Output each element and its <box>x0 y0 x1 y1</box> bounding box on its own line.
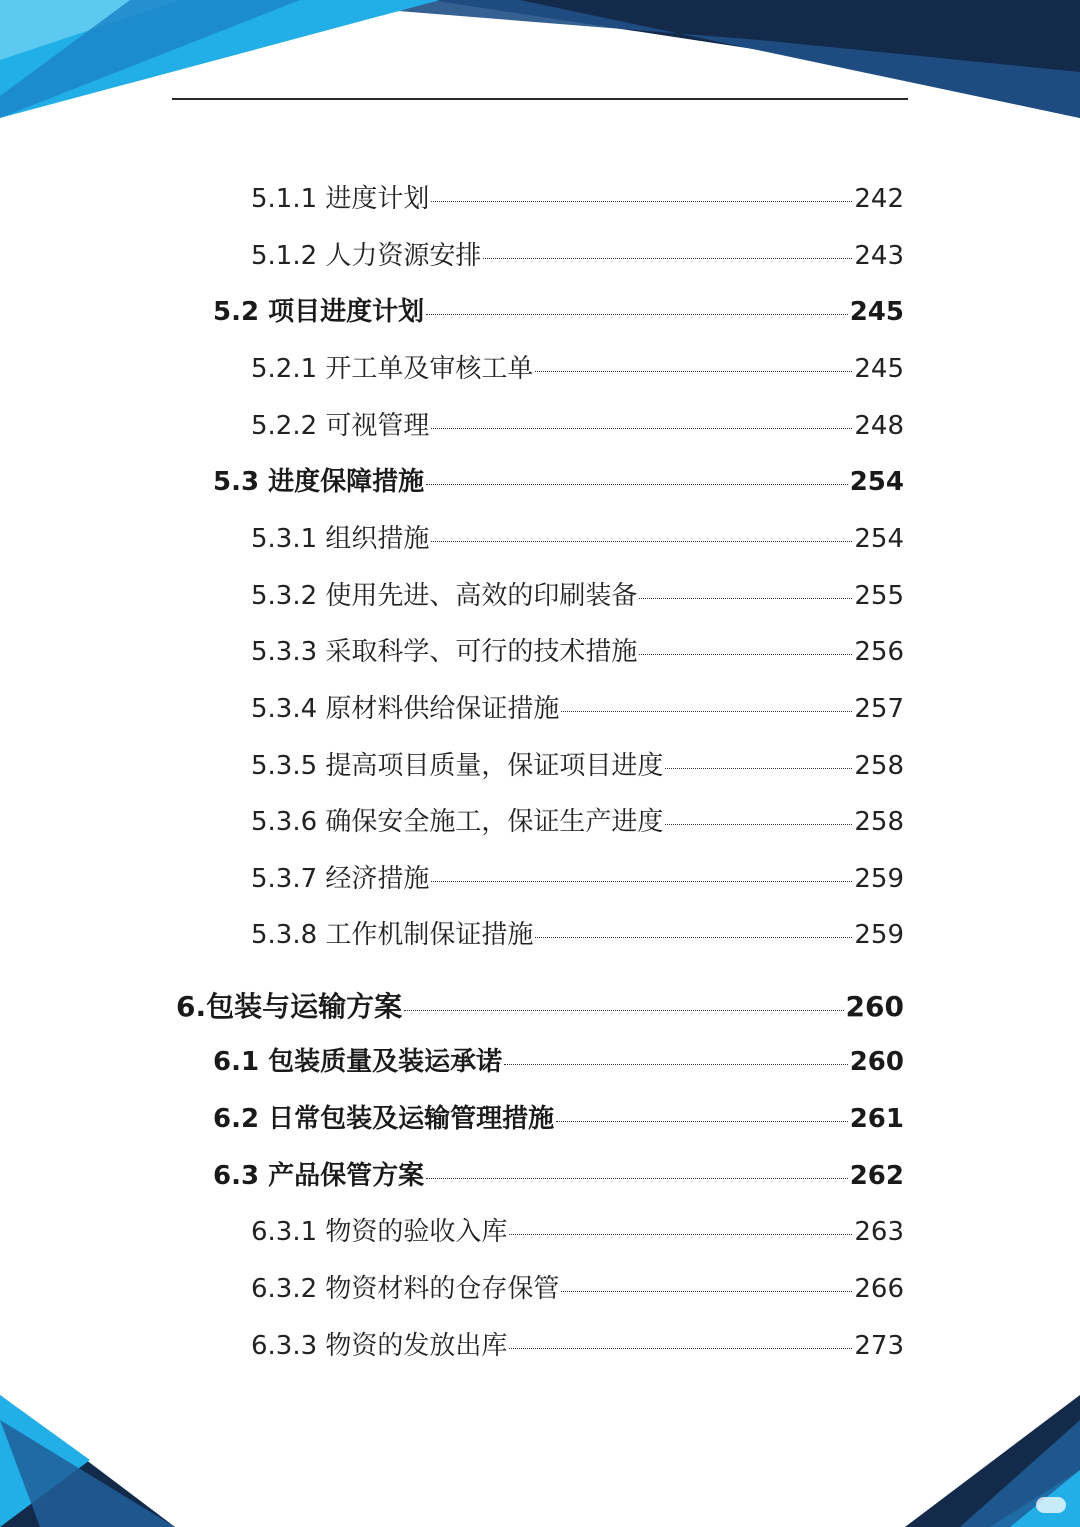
toc-page-number: 263 <box>854 1217 904 1247</box>
toc-page-number: 254 <box>849 467 904 497</box>
toc-page-number: 245 <box>849 297 904 327</box>
toc-entry[interactable] <box>251 631 904 668</box>
toc-entry-title: 5.3 进度保障措施 <box>213 467 425 497</box>
toc-page-number: 255 <box>854 581 904 611</box>
toc-entry[interactable] <box>251 688 904 725</box>
toc-page-number: 258 <box>854 807 904 837</box>
toc-entry-title: 5.2.2 可视管理 <box>251 411 430 441</box>
toc-page-number: 254 <box>854 524 904 554</box>
toc-dot-leader <box>426 484 848 485</box>
toc-dot-leader <box>431 881 852 882</box>
toc-page-number: 258 <box>854 751 904 781</box>
toc-page-number: 260 <box>845 990 904 1023</box>
toc-dot-leader <box>561 1291 852 1292</box>
toc-entry[interactable] <box>251 1268 904 1305</box>
toc-entry[interactable] <box>251 178 904 215</box>
toc-entry[interactable] <box>213 291 904 328</box>
toc-dot-leader <box>561 711 852 712</box>
toc-page-number: 259 <box>854 920 904 950</box>
toc-entry-title: 6.3.3 物资的发放出库 <box>251 1331 508 1361</box>
toc-entry[interactable] <box>251 1325 904 1362</box>
toc-entry[interactable] <box>213 1098 904 1135</box>
toc-entry[interactable] <box>251 858 904 895</box>
toc-entry-title: 5.3.5 提高项目质量，保证项目进度 <box>251 751 664 781</box>
toc-dot-leader <box>426 314 848 315</box>
toc-page-number: 260 <box>849 1047 904 1077</box>
toc-dot-leader <box>535 937 852 938</box>
toc-page-number: 256 <box>854 637 904 667</box>
toc-entry-title: 5.3.4 原材料供给保证措施 <box>251 694 560 724</box>
toc-dot-leader <box>639 654 852 655</box>
toc-entry-title: 5.1.1 进度计划 <box>251 184 430 214</box>
toc-entry-title: 5.2 项目进度计划 <box>213 297 425 327</box>
toc-entry[interactable] <box>251 801 904 838</box>
toc-page-number: 262 <box>849 1161 904 1191</box>
toc-entry-title: 5.3.7 经济措施 <box>251 864 430 894</box>
toc-page-number: 248 <box>854 411 904 441</box>
toc-page-number: 243 <box>854 241 904 271</box>
toc-entry-title: 6.3.1 物资的验收入库 <box>251 1217 508 1247</box>
toc-entry-title: 6.3.2 物资材料的仓存保管 <box>251 1274 560 1304</box>
toc-entry[interactable] <box>251 1211 904 1248</box>
toc-entry-title: 6.2 日常包装及运输管理措施 <box>213 1104 555 1134</box>
toc-entry-title: 6.3 产品保管方案 <box>213 1161 425 1191</box>
toc-dot-leader <box>556 1121 848 1122</box>
toc-dot-leader <box>431 428 852 429</box>
toc-dot-leader <box>509 1234 852 1235</box>
toc-page-number: 261 <box>849 1104 904 1134</box>
toc-entry-title: 5.2.1 开工单及审核工单 <box>251 354 534 384</box>
toc-entry[interactable] <box>251 518 904 555</box>
toc-entry-title: 5.3.1 组织措施 <box>251 524 430 554</box>
toc-page-number: 245 <box>854 354 904 384</box>
toc-entry[interactable] <box>251 405 904 442</box>
toc-page-number: 273 <box>854 1331 904 1361</box>
toc-entry[interactable] <box>176 985 904 1025</box>
toc-entry-title: 5.3.2 使用先进、高效的印刷装备 <box>251 581 638 611</box>
toc-entry-title: 5.3.6 确保安全施工，保证生产进度 <box>251 807 664 837</box>
toc-dot-leader <box>431 201 852 202</box>
toc-dot-leader <box>509 1348 852 1349</box>
toc-entry-title: 6.包装与运输方案 <box>176 990 403 1023</box>
toc-dot-leader <box>639 598 852 599</box>
toc-dot-leader <box>504 1064 848 1065</box>
toc-entry[interactable] <box>213 1041 904 1078</box>
toc-entry-title: 5.1.2 人力资源安排 <box>251 241 482 271</box>
toc-entry[interactable] <box>251 235 904 272</box>
watermark-badge <box>1036 1497 1066 1513</box>
toc-page-number: 242 <box>854 184 904 214</box>
toc-entry[interactable] <box>213 1155 904 1192</box>
toc-entry-title: 5.3.8 工作机制保证措施 <box>251 920 534 950</box>
toc-dot-leader <box>431 541 852 542</box>
toc-page-number: 266 <box>854 1274 904 1304</box>
toc-entry-title: 6.1 包装质量及装运承诺 <box>213 1047 503 1077</box>
toc-dot-leader <box>535 371 852 372</box>
toc-dot-leader <box>665 824 852 825</box>
toc-page-number: 257 <box>854 694 904 724</box>
toc-entry[interactable] <box>251 745 904 782</box>
toc-dot-leader <box>483 258 852 259</box>
toc-dot-leader <box>404 1010 843 1011</box>
toc-dot-leader <box>665 768 852 769</box>
toc-dot-leader <box>426 1178 848 1179</box>
toc-entry-title: 5.3.3 采取科学、可行的技术措施 <box>251 637 638 667</box>
toc-page-number: 259 <box>854 864 904 894</box>
toc-entry[interactable] <box>213 461 904 498</box>
toc-entry[interactable] <box>251 575 904 612</box>
toc-entry[interactable] <box>251 914 904 951</box>
toc-entry[interactable] <box>251 348 904 385</box>
